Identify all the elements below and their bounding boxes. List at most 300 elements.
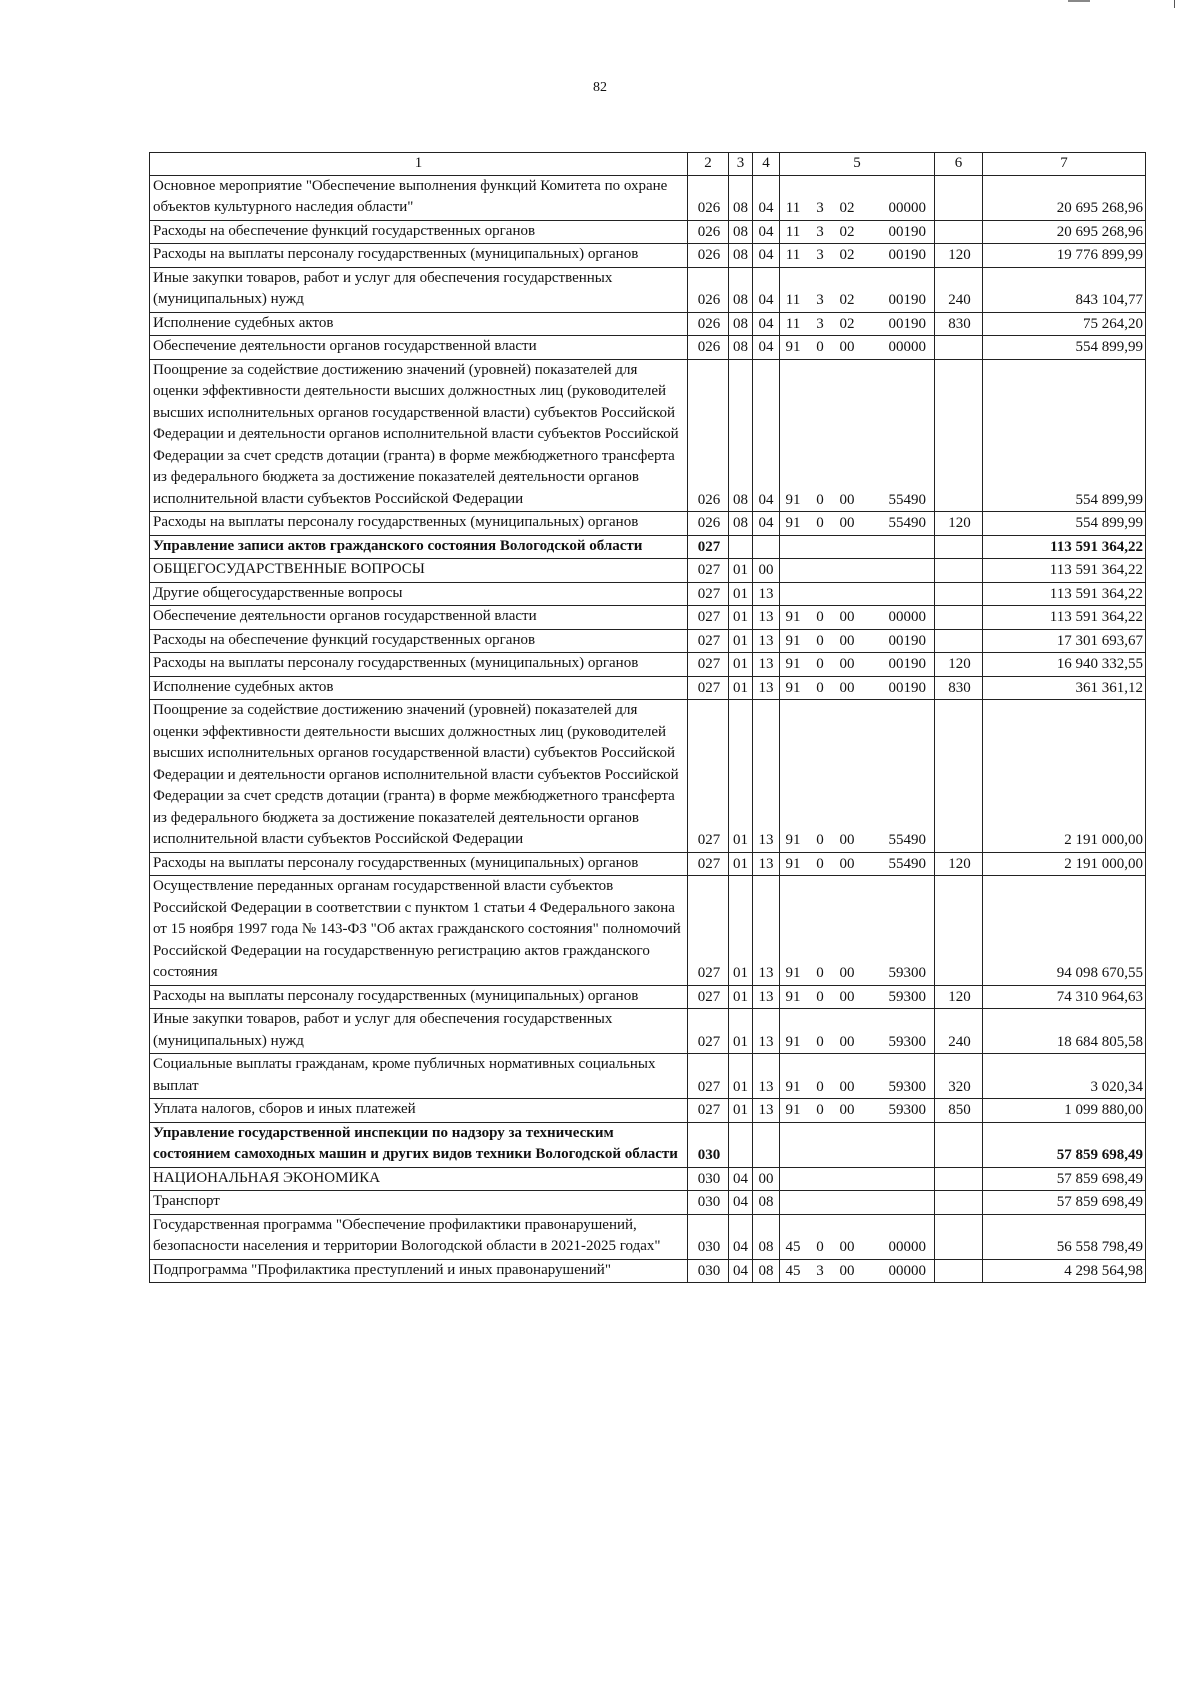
target-article-part: 00: [839, 1102, 855, 1118]
table-row: [150, 267, 1146, 312]
row-code-expense-type: 120: [935, 852, 983, 876]
target-article-part: 0: [816, 515, 824, 531]
row-code-section: 01: [729, 653, 753, 677]
target-article-segments: [780, 245, 934, 267]
row-code-expense-type: [935, 582, 983, 606]
target-article-part: 00: [839, 988, 855, 1005]
row-amount: 57 859 698,49: [983, 1191, 1146, 1215]
target-article-part: 59300: [888, 988, 926, 1005]
row-code-admin: 027: [688, 1009, 729, 1054]
target-article-part: 55490: [888, 515, 926, 531]
target-article-segments: [780, 987, 934, 1009]
row-code-admin: 027: [688, 985, 729, 1009]
row-name: Социальные выплаты гражданам, кроме публичных нормативных социальных выплат: [150, 1054, 688, 1099]
row-code-admin: 026: [688, 336, 729, 360]
target-article-part: 91: [785, 679, 801, 696]
row-code-expense-type: [935, 876, 983, 986]
row-code-target-article: [780, 336, 935, 360]
row-code-admin: 027: [688, 559, 729, 583]
row-code-target-article: [780, 267, 935, 312]
row-name: Обеспечение деятельности органов государственной власти: [150, 606, 688, 630]
row-code-target-article: [780, 1214, 935, 1259]
target-article-part: 3: [816, 292, 824, 308]
row-code-subsection: 04: [753, 359, 780, 512]
target-article-part: 11: [785, 247, 801, 263]
row-amount: 554 899,99: [983, 512, 1146, 536]
row-code-section: 08: [729, 267, 753, 312]
target-article-part: 00: [839, 1078, 855, 1095]
target-article-part: 02: [839, 247, 855, 263]
header-cell-5: 5: [780, 153, 935, 176]
table-row: [150, 559, 1146, 583]
row-code-target-article: [780, 535, 935, 559]
row-name: Поощрение за содействие достижению значений (уровней) показателей для оценки эффективности деятельности высших должностных лиц (руководителей высших исполнительных органов государственной власти) субъектов Российской Федерации и деятельности органов исполнительной власти субъектов Российской Федерации за счет средств дотации (гранта) в форме межбюджетного трансферта из федерального бюджета за достижение показателей деятельности органов исполнительной власти субъектов Российской Федерации: [150, 700, 688, 853]
row-code-target-article: [780, 676, 935, 700]
table-row: [150, 1214, 1146, 1259]
row-code-subsection: 13: [753, 629, 780, 653]
row-amount: 4 298 564,98: [983, 1259, 1146, 1283]
row-name: Расходы на выплаты персоналу государственных (муниципальных) органов: [150, 852, 688, 876]
row-code-section: 08: [729, 175, 753, 220]
row-code-section: 01: [729, 676, 753, 700]
row-code-admin: 027: [688, 676, 729, 700]
header-cell-1: 1: [150, 153, 688, 176]
target-article-part: 55490: [888, 832, 926, 848]
header-cell-7: 7: [983, 153, 1146, 176]
budget-table: [149, 152, 1146, 1283]
target-article-part: 00: [839, 491, 855, 508]
row-code-section: 01: [729, 1099, 753, 1123]
row-code-section: [729, 1122, 753, 1167]
row-code-subsection: 13: [753, 876, 780, 986]
row-code-subsection: 13: [753, 1009, 780, 1054]
row-code-expense-type: [935, 1167, 983, 1191]
target-article-part: 00: [839, 679, 855, 696]
target-article-segments: [780, 854, 934, 876]
row-code-subsection: 13: [753, 1099, 780, 1123]
target-article-part: 00000: [888, 200, 926, 216]
target-article-part: 11: [785, 292, 801, 308]
row-code-section: [729, 535, 753, 559]
row-name: ОБЩЕГОСУДАРСТВЕННЫЕ ВОПРОСЫ: [150, 559, 688, 583]
table-row: [150, 1167, 1146, 1191]
target-article-part: 55490: [888, 491, 926, 508]
target-article-part: 0: [816, 656, 824, 672]
target-article-part: 00: [839, 1262, 855, 1279]
row-name: Иные закупки товаров, работ и услуг для обеспечения государственных (муниципальных) нужд: [150, 1009, 688, 1054]
target-article-part: 91: [785, 632, 801, 649]
row-code-section: 08: [729, 359, 753, 512]
row-code-expense-type: [935, 1191, 983, 1215]
row-code-subsection: 04: [753, 512, 780, 536]
row-name: Расходы на обеспечение функций государственных органов: [150, 220, 688, 244]
target-article-segments: [780, 1032, 934, 1054]
row-code-section: 01: [729, 559, 753, 583]
row-code-target-article: [780, 559, 935, 583]
row-code-target-article: [780, 1191, 935, 1215]
row-code-target-article: [780, 852, 935, 876]
row-amount: 3 020,34: [983, 1054, 1146, 1099]
target-article-part: 45: [785, 1239, 801, 1255]
row-code-target-article: [780, 220, 935, 244]
row-amount: 18 684 805,58: [983, 1009, 1146, 1054]
row-amount: 113 591 364,22: [983, 535, 1146, 559]
table-row: [150, 700, 1146, 853]
target-article-part: 02: [839, 200, 855, 216]
target-article-part: 00000: [888, 339, 926, 355]
row-code-target-article: [780, 985, 935, 1009]
target-article-part: 00190: [888, 656, 926, 672]
row-code-subsection: 00: [753, 559, 780, 583]
row-name: Другие общегосударственные вопросы: [150, 582, 688, 606]
table-row: [150, 1259, 1146, 1283]
row-code-target-article: [780, 512, 935, 536]
table-row: [150, 512, 1146, 536]
target-article-part: 59300: [888, 1078, 926, 1095]
row-amount: 56 558 798,49: [983, 1214, 1146, 1259]
row-name: Расходы на обеспечение функций государственных органов: [150, 629, 688, 653]
target-article-segments: [780, 337, 934, 359]
row-code-section: 08: [729, 312, 753, 336]
row-code-subsection: 13: [753, 676, 780, 700]
target-article-part: 00: [839, 609, 855, 625]
row-code-subsection: 08: [753, 1259, 780, 1283]
row-code-expense-type: [935, 700, 983, 853]
row-code-subsection: 04: [753, 267, 780, 312]
target-article-segments: [780, 513, 934, 535]
target-article-part: 91: [785, 1033, 801, 1050]
row-code-target-article: [780, 1167, 935, 1191]
row-code-expense-type: [935, 559, 983, 583]
row-code-section: 08: [729, 336, 753, 360]
row-code-subsection: 13: [753, 1054, 780, 1099]
row-code-subsection: 04: [753, 336, 780, 360]
target-article-part: 0: [816, 609, 824, 625]
row-code-admin: 026: [688, 244, 729, 268]
row-code-section: 08: [729, 512, 753, 536]
row-code-admin: 026: [688, 175, 729, 220]
target-article-part: 91: [785, 1078, 801, 1095]
target-article-part: 0: [816, 965, 824, 981]
target-article-part: 00190: [888, 315, 926, 332]
target-article-part: 91: [785, 656, 801, 672]
row-code-expense-type: 120: [935, 985, 983, 1009]
target-article-segments: [780, 1077, 934, 1099]
row-name: Подпрограмма "Профилактика преступлений и иных правонарушений": [150, 1259, 688, 1283]
target-article-part: 91: [785, 1102, 801, 1118]
target-article-part: 00: [839, 1033, 855, 1050]
row-code-expense-type: 120: [935, 512, 983, 536]
row-code-expense-type: 850: [935, 1099, 983, 1123]
row-code-expense-type: [935, 359, 983, 512]
row-amount: 20 695 268,96: [983, 175, 1146, 220]
row-code-target-article: [780, 1054, 935, 1099]
row-code-section: 01: [729, 852, 753, 876]
row-name: Осуществление переданных органам государственной власти субъектов Российской Федерации в соответствии с пунктом 1 статьи 4 Федерального закона от 15 ноября 1997 года № 143-ФЗ "Об актах гражданского состояния" полномочий Российской Федерации на государственную регистрацию актов гражданского состояния: [150, 876, 688, 986]
target-article-part: 00: [839, 656, 855, 672]
row-code-subsection: 04: [753, 312, 780, 336]
row-code-expense-type: [935, 1122, 983, 1167]
row-code-admin: 026: [688, 220, 729, 244]
row-amount: 75 264,20: [983, 312, 1146, 336]
row-code-expense-type: 320: [935, 1054, 983, 1099]
target-article-part: 3: [816, 200, 824, 216]
row-code-section: 01: [729, 629, 753, 653]
row-code-admin: 030: [688, 1191, 729, 1215]
target-article-part: 11: [785, 200, 801, 216]
target-article-part: 00: [839, 515, 855, 531]
row-name: Управление записи актов гражданского состояния Вологодской области: [150, 535, 688, 559]
table-row: [150, 175, 1146, 220]
row-code-section: 08: [729, 220, 753, 244]
row-amount: 20 695 268,96: [983, 220, 1146, 244]
row-code-admin: 027: [688, 629, 729, 653]
row-name: Расходы на выплаты персоналу государственных (муниципальных) органов: [150, 244, 688, 268]
row-code-section: 04: [729, 1259, 753, 1283]
target-article-part: 00: [839, 832, 855, 848]
header-cell-3: 3: [729, 153, 753, 176]
target-article-part: 00: [839, 339, 855, 355]
table-row: [150, 1054, 1146, 1099]
row-name: Основное мероприятие "Обеспечение выполнения функций Комитета по охране объектов культурного наследия области": [150, 175, 688, 220]
target-article-part: 00190: [888, 223, 926, 240]
row-code-target-article: [780, 1009, 935, 1054]
target-article-part: 91: [785, 988, 801, 1005]
target-article-segments: [780, 678, 934, 700]
row-amount: 361 361,12: [983, 676, 1146, 700]
row-amount: 94 098 670,55: [983, 876, 1146, 986]
row-name: Иные закупки товаров, работ и услуг для обеспечения государственных (муниципальных) нужд: [150, 267, 688, 312]
target-article-segments: [780, 1237, 934, 1259]
target-article-segments: [780, 290, 934, 312]
target-article-segments: [780, 654, 934, 676]
row-code-expense-type: [935, 336, 983, 360]
scan-artifact-mark: [1068, 0, 1090, 2]
target-article-segments: [780, 490, 934, 512]
row-code-target-article: [780, 175, 935, 220]
table-row: [150, 653, 1146, 677]
target-article-part: 00190: [888, 292, 926, 308]
target-article-part: 00000: [888, 1262, 926, 1279]
table-row: [150, 1099, 1146, 1123]
target-article-part: 00: [839, 855, 855, 872]
table-row: [150, 359, 1146, 512]
row-name: Расходы на выплаты персоналу государственных (муниципальных) органов: [150, 512, 688, 536]
table-row: [150, 312, 1146, 336]
row-code-subsection: 04: [753, 244, 780, 268]
target-article-part: 02: [839, 223, 855, 240]
table-row: [150, 1191, 1146, 1215]
row-code-subsection: 13: [753, 700, 780, 853]
row-code-admin: 026: [688, 312, 729, 336]
row-code-subsection: 13: [753, 985, 780, 1009]
row-code-section: 04: [729, 1214, 753, 1259]
target-article-part: 91: [785, 832, 801, 848]
row-amount: 74 310 964,63: [983, 985, 1146, 1009]
row-amount: 554 899,99: [983, 336, 1146, 360]
row-amount: 57 859 698,49: [983, 1167, 1146, 1191]
row-amount: 113 591 364,22: [983, 606, 1146, 630]
target-article-part: 91: [785, 339, 801, 355]
row-code-target-article: [780, 876, 935, 986]
row-code-expense-type: 240: [935, 1009, 983, 1054]
table-row: [150, 582, 1146, 606]
row-code-target-article: [780, 1122, 935, 1167]
target-article-part: 59300: [888, 965, 926, 981]
header-cell-4: 4: [753, 153, 780, 176]
target-article-part: 0: [816, 988, 824, 1005]
row-code-target-article: [780, 312, 935, 336]
row-code-admin: 030: [688, 1122, 729, 1167]
target-article-part: 91: [785, 515, 801, 531]
row-code-expense-type: 120: [935, 653, 983, 677]
table-row: [150, 220, 1146, 244]
row-code-subsection: 00: [753, 1167, 780, 1191]
row-code-target-article: [780, 1099, 935, 1123]
row-code-target-article: [780, 359, 935, 512]
row-name: Поощрение за содействие достижению значений (уровней) показателей для оценки эффективности деятельности высших должностных лиц (руководителей высших исполнительных органов государственной власти) субъектов Российской Федерации и деятельности органов исполнительной власти субъектов Российской Федерации за счет средств дотации (гранта) в форме межбюджетного трансферта из федерального бюджета за достижение показателей деятельности органов исполнительной власти субъектов Российской Федерации: [150, 359, 688, 512]
row-code-expense-type: 830: [935, 312, 983, 336]
row-name: Государственная программа "Обеспечение профилактики правонарушений, безопасности населения и территории Вологодской области в 2021-2025 годах": [150, 1214, 688, 1259]
row-code-subsection: 13: [753, 606, 780, 630]
row-amount: 57 859 698,49: [983, 1122, 1146, 1167]
target-article-part: 02: [839, 315, 855, 332]
row-code-expense-type: 120: [935, 244, 983, 268]
row-code-admin: 027: [688, 653, 729, 677]
target-article-part: 91: [785, 965, 801, 981]
row-name: Расходы на выплаты персоналу государственных (муниципальных) органов: [150, 653, 688, 677]
target-article-part: 00190: [888, 632, 926, 649]
target-article-part: 3: [816, 223, 824, 240]
target-article-part: 02: [839, 292, 855, 308]
target-article-segments: [780, 1261, 934, 1283]
target-article-part: 0: [816, 1239, 824, 1255]
table-row: [150, 852, 1146, 876]
target-article-part: 00: [839, 632, 855, 649]
target-article-part: 91: [785, 855, 801, 872]
row-code-admin: 027: [688, 700, 729, 853]
row-name: Исполнение судебных актов: [150, 676, 688, 700]
row-name: НАЦИОНАЛЬНАЯ ЭКОНОМИКА: [150, 1167, 688, 1191]
target-article-segments: [780, 631, 934, 653]
row-code-admin: 027: [688, 606, 729, 630]
row-code-expense-type: [935, 1214, 983, 1259]
target-article-part: 3: [816, 1262, 824, 1279]
row-amount: 2 191 000,00: [983, 852, 1146, 876]
header-cell-2: 2: [688, 153, 729, 176]
row-code-subsection: [753, 535, 780, 559]
target-article-part: 0: [816, 832, 824, 848]
row-code-expense-type: [935, 220, 983, 244]
row-code-section: 01: [729, 1054, 753, 1099]
row-amount: 843 104,77: [983, 267, 1146, 312]
table-row: [150, 535, 1146, 559]
page-number: 82: [593, 80, 607, 95]
row-amount: 113 591 364,22: [983, 582, 1146, 606]
target-article-part: 00: [839, 965, 855, 981]
target-article-part: 0: [816, 339, 824, 355]
table-row: [150, 606, 1146, 630]
row-code-target-article: [780, 582, 935, 606]
target-article-part: 00000: [888, 1239, 926, 1255]
table-row: [150, 676, 1146, 700]
target-article-segments: [780, 222, 934, 244]
row-name: Управление государственной инспекции по надзору за техническим состоянием самоходных машин и других видов техники Вологодской области: [150, 1122, 688, 1167]
target-article-part: 00: [839, 1239, 855, 1255]
target-article-segments: [780, 1100, 934, 1122]
row-code-admin: 027: [688, 535, 729, 559]
row-code-target-article: [780, 653, 935, 677]
header-cell-6: 6: [935, 153, 983, 176]
row-code-admin: 030: [688, 1214, 729, 1259]
row-amount: 17 301 693,67: [983, 629, 1146, 653]
target-article-part: 59300: [888, 1102, 926, 1118]
row-code-expense-type: 830: [935, 676, 983, 700]
row-code-admin: 030: [688, 1259, 729, 1283]
target-article-part: 0: [816, 1078, 824, 1095]
target-article-part: 45: [785, 1262, 801, 1279]
row-amount: 2 191 000,00: [983, 700, 1146, 853]
row-code-section: 04: [729, 1167, 753, 1191]
target-article-segments: [780, 198, 934, 220]
row-code-subsection: [753, 1122, 780, 1167]
row-amount: 1 099 880,00: [983, 1099, 1146, 1123]
row-code-expense-type: [935, 1259, 983, 1283]
table-row: [150, 244, 1146, 268]
row-code-admin: 027: [688, 1099, 729, 1123]
row-code-admin: 026: [688, 512, 729, 536]
row-code-section: 01: [729, 582, 753, 606]
row-code-subsection: 04: [753, 220, 780, 244]
target-article-part: 00000: [888, 609, 926, 625]
table-row: [150, 336, 1146, 360]
row-code-expense-type: [935, 535, 983, 559]
row-code-subsection: 08: [753, 1214, 780, 1259]
row-code-subsection: 13: [753, 653, 780, 677]
row-code-admin: 026: [688, 267, 729, 312]
target-article-part: 00190: [888, 679, 926, 696]
target-article-part: 0: [816, 632, 824, 649]
row-code-admin: 027: [688, 582, 729, 606]
table-row: [150, 985, 1146, 1009]
target-article-part: 3: [816, 315, 824, 332]
row-amount: 113 591 364,22: [983, 559, 1146, 583]
row-code-subsection: 04: [753, 175, 780, 220]
row-code-expense-type: [935, 606, 983, 630]
row-name: Транспорт: [150, 1191, 688, 1215]
table-row: [150, 1009, 1146, 1054]
row-code-admin: 026: [688, 359, 729, 512]
row-code-target-article: [780, 606, 935, 630]
row-code-section: 01: [729, 1009, 753, 1054]
row-name: Исполнение судебных актов: [150, 312, 688, 336]
row-code-section: 01: [729, 876, 753, 986]
row-code-expense-type: [935, 629, 983, 653]
target-article-part: 0: [816, 855, 824, 872]
row-code-subsection: 13: [753, 852, 780, 876]
row-code-target-article: [780, 1259, 935, 1283]
target-article-segments: [780, 314, 934, 336]
target-article-part: 3: [816, 247, 824, 263]
table-row: [150, 1122, 1146, 1167]
row-code-section: 04: [729, 1191, 753, 1215]
row-name: Обеспечение деятельности органов государственной власти: [150, 336, 688, 360]
row-code-subsection: 13: [753, 582, 780, 606]
target-article-part: 00190: [888, 247, 926, 263]
scan-artifact-mark: [1174, 0, 1175, 8]
row-code-expense-type: [935, 175, 983, 220]
target-article-segments: [780, 963, 934, 985]
